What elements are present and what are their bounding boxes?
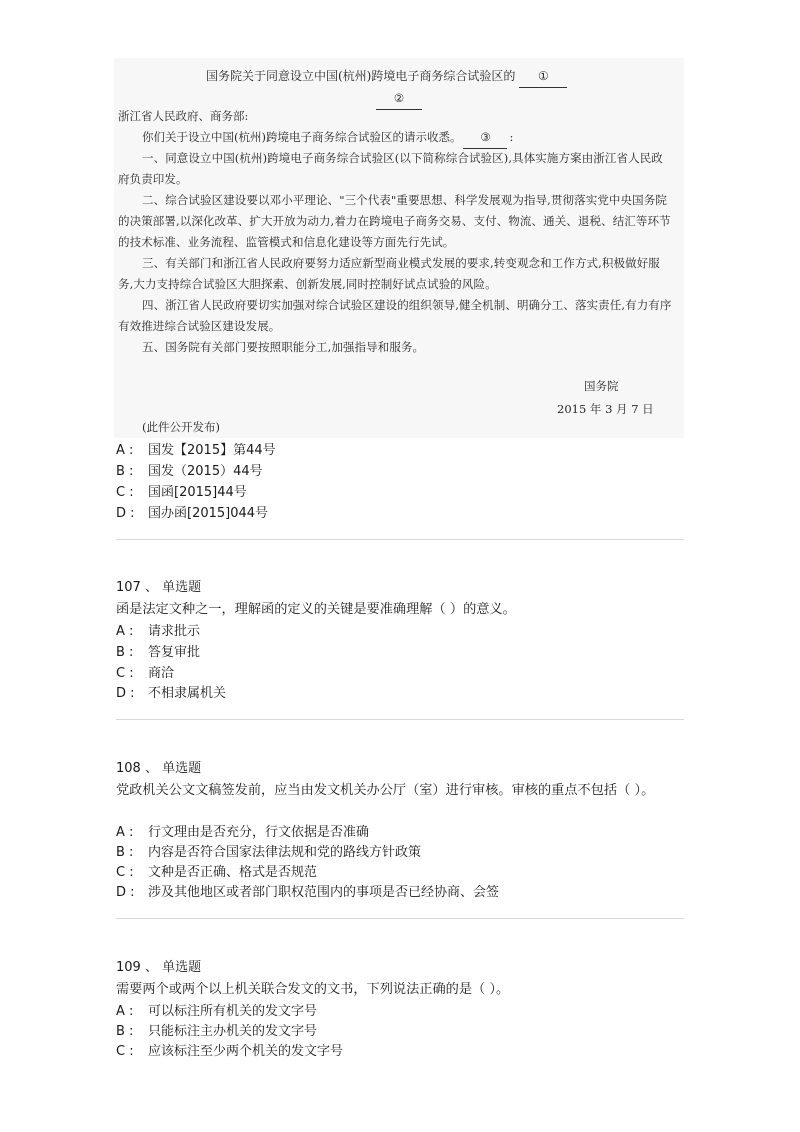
question-stem: 党政机关公文文稿签发前，应当由发文机关办公厅（室）进行审核。审核的重点不包括（ ）。 — [116, 783, 655, 798]
document-paragraph: 四、浙江省人民政府要切实加强对综合试验区建设的组织领导,健全机制、明确分工、落实责任,有力有序有效推进综合试验区建设发展。 — [118, 298, 672, 333]
option-c[interactable]: C : 文种是否正确、格式是否规范 — [116, 865, 318, 880]
document-note: (此件公开发布) — [142, 420, 220, 434]
document-date: 2015 年 3 月 7 日 — [557, 402, 654, 416]
document-issuer: 国务院 — [584, 379, 619, 393]
question-divider — [116, 719, 684, 720]
blank-2: ② — [376, 88, 422, 110]
document-paragraph: 五、国务院有关部门要按照职能分工,加强指导和服务。 — [142, 340, 425, 354]
document-paragraph: 三、有关部门和浙江省人民政府要努力适应新型商业模式发展的要求,转变观念和工作方式,积极做好服务,大力支持综合试验区大胆探索、创新发展,同时控制好试点试验的风险。 — [118, 256, 660, 291]
option-b[interactable]: B : 只能标注主办机关的发文字号 — [116, 1024, 318, 1039]
option-a[interactable]: A : 请求批示 — [116, 624, 201, 639]
question-header: 108 、 单选题 — [116, 761, 202, 776]
option-a[interactable]: A : 国发【2015】第44号 — [116, 443, 276, 458]
blank-1: ① — [519, 66, 567, 88]
option-d[interactable]: D : 不相隶属机关 — [116, 686, 227, 701]
document-paragraph: 二、综合试验区建设要以邓小平理论、"三个代表"重要思想、科学发展观为指导,贯彻落实党中央国务院的决策部署,以深化改革、扩大开放为动力,着力在跨境电子商务交易、支付、物流、通关、退税、结汇等环节的技术标准、业务流程、监管模式和信息化建设等方面先行先试。 — [118, 193, 671, 249]
option-a[interactable]: A : 行文理由是否充分，行文依据是否准确 — [116, 825, 370, 840]
option-b[interactable]: B : 国发（2015）44号 — [116, 464, 263, 479]
document-intro — [142, 127, 513, 149]
document-title-text: 国务院关于同意设立中国(杭州)跨境电子商务综合试验区的 — [206, 69, 516, 83]
question-divider — [116, 918, 684, 919]
option-a[interactable]: A : 可以标注所有机关的发文字号 — [116, 1004, 318, 1019]
option-c[interactable]: C : 应该标注至少两个机关的发文字号 — [116, 1044, 344, 1059]
intro-colon: : — [509, 130, 514, 144]
scanned-document-image — [114, 58, 684, 438]
intro-text: 你们关于设立中国(杭州)跨境电子商务综合试验区的请示收悉。 — [142, 130, 462, 144]
option-c[interactable]: C : 国函[2015]44号 — [116, 485, 247, 500]
option-d[interactable]: D : 涉及其他地区或者部门职权范围内的事项是否已经协商、会签 — [116, 885, 500, 900]
option-d[interactable]: D : 国办函[2015]044号 — [116, 506, 269, 521]
option-b[interactable]: B : 内容是否符合国家法律法规和党的路线方针政策 — [116, 845, 422, 860]
question-header: 109 、 单选题 — [116, 960, 202, 975]
option-c[interactable]: C : 商洽 — [116, 666, 175, 681]
question-stem: 函是法定文种之一，理解函的定义的关键是要准确理解（ ）的意义。 — [116, 602, 516, 617]
option-b[interactable]: B : 答复审批 — [116, 645, 201, 660]
question-header: 107 、 单选题 — [116, 580, 202, 595]
question-stem: 需要两个或两个以上机关联合发文的文书，下列说法正确的是（ ）。 — [116, 982, 510, 997]
document-paragraph: 一、同意设立中国(杭州)跨境电子商务综合试验区(以下简称综合试验区),具体实施方案由浙江省人民政府负责印发。 — [118, 151, 663, 186]
document-title — [206, 66, 567, 88]
question-divider — [116, 539, 684, 540]
document-salutation: 浙江省人民政府、商务部: — [118, 109, 249, 123]
blank-3: ③ — [463, 127, 507, 149]
